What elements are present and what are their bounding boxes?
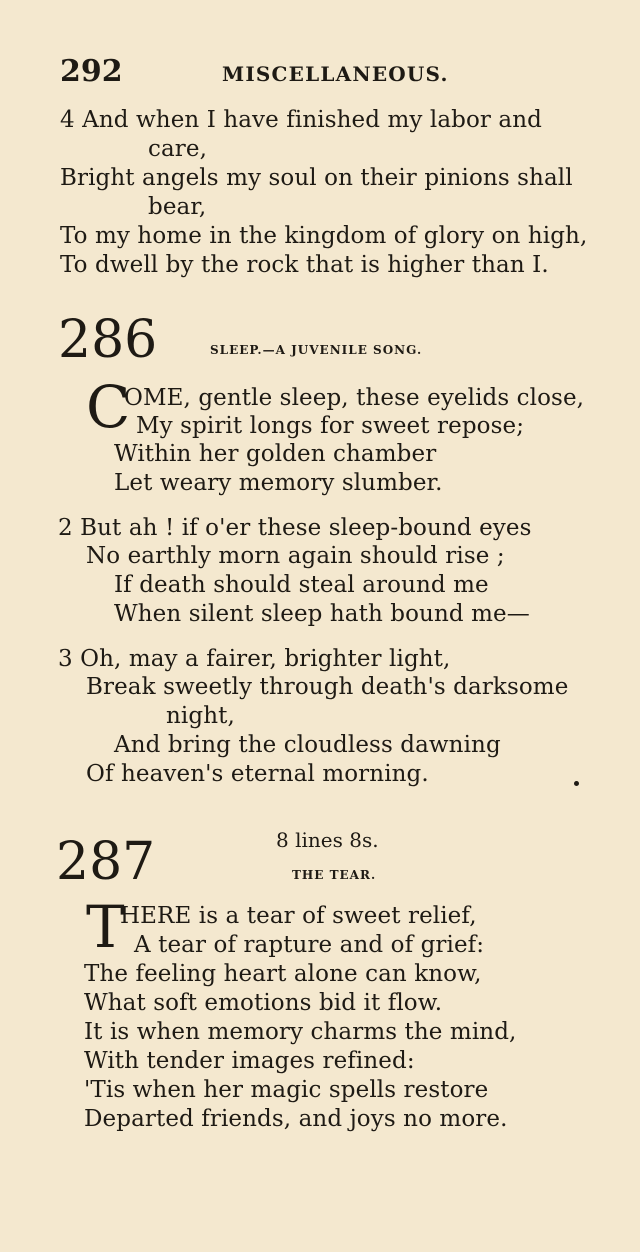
verse-line: Break sweetly through death's darksome <box>86 674 569 700</box>
verse-line: My spirit longs for sweet repose; <box>136 413 525 439</box>
verse-line: Within her golden chamber <box>114 441 437 467</box>
page-number: 292 <box>60 54 123 89</box>
verse-line: 4 And when I have finished my labor and <box>60 107 542 133</box>
hymn-number: 287 <box>56 832 156 892</box>
verse-line: Let weary memory slumber. <box>114 470 443 496</box>
verse-line: HERE is a tear of sweet relief, <box>120 903 477 929</box>
hymn-meter: 8 lines 8s. <box>276 828 379 852</box>
hymn-title: THE TEAR. <box>292 868 377 882</box>
verse-line: Of heaven's eternal morning. <box>86 761 429 787</box>
verse-line: And bring the cloudless dawning <box>114 732 501 758</box>
verse-line: Departed friends, and joys no more. <box>84 1106 508 1132</box>
verse-line: No earthly morn again should rise ; <box>86 543 505 569</box>
ink-speck <box>574 781 579 786</box>
verse-line: Bright angels my soul on their pinions shall <box>60 165 573 191</box>
verse-line: bear, <box>148 194 207 220</box>
drop-cap: C <box>86 373 131 441</box>
verse-line: When silent sleep hath bound me— <box>114 601 530 627</box>
verse-line: To my home in the kingdom of glory on high, <box>60 223 588 249</box>
verse-line: night, <box>166 703 235 729</box>
verse-line: The feeling heart alone can know, <box>84 961 482 987</box>
verse-line: What soft emotions bid it flow. <box>84 990 443 1016</box>
hymn-title: SLEEP.—A JUVENILE SONG. <box>210 343 423 357</box>
verse-line: It is when memory charms the mind, <box>84 1019 517 1045</box>
verse-line: With tender images refined: <box>84 1048 415 1074</box>
verse-line: 'Tis when her magic spells restore <box>84 1077 489 1103</box>
verse-line: 2 But ah ! if o'er these sleep-bound eyes <box>58 515 532 541</box>
hymn-number: 286 <box>58 310 158 370</box>
drop-cap: T <box>86 893 125 961</box>
verse-line: If death should steal around me <box>114 572 489 598</box>
verse-line: A tear of rapture and of grief: <box>134 932 485 958</box>
verse-line: care, <box>148 136 208 162</box>
verse-line: OME, gentle sleep, these eyelids close, <box>124 385 585 411</box>
verse-line: To dwell by the rock that is higher than I. <box>60 252 549 278</box>
verse-line: 3 Oh, may a fairer, brighter light, <box>58 646 451 672</box>
running-title: MISCELLANEOUS. <box>222 62 449 86</box>
